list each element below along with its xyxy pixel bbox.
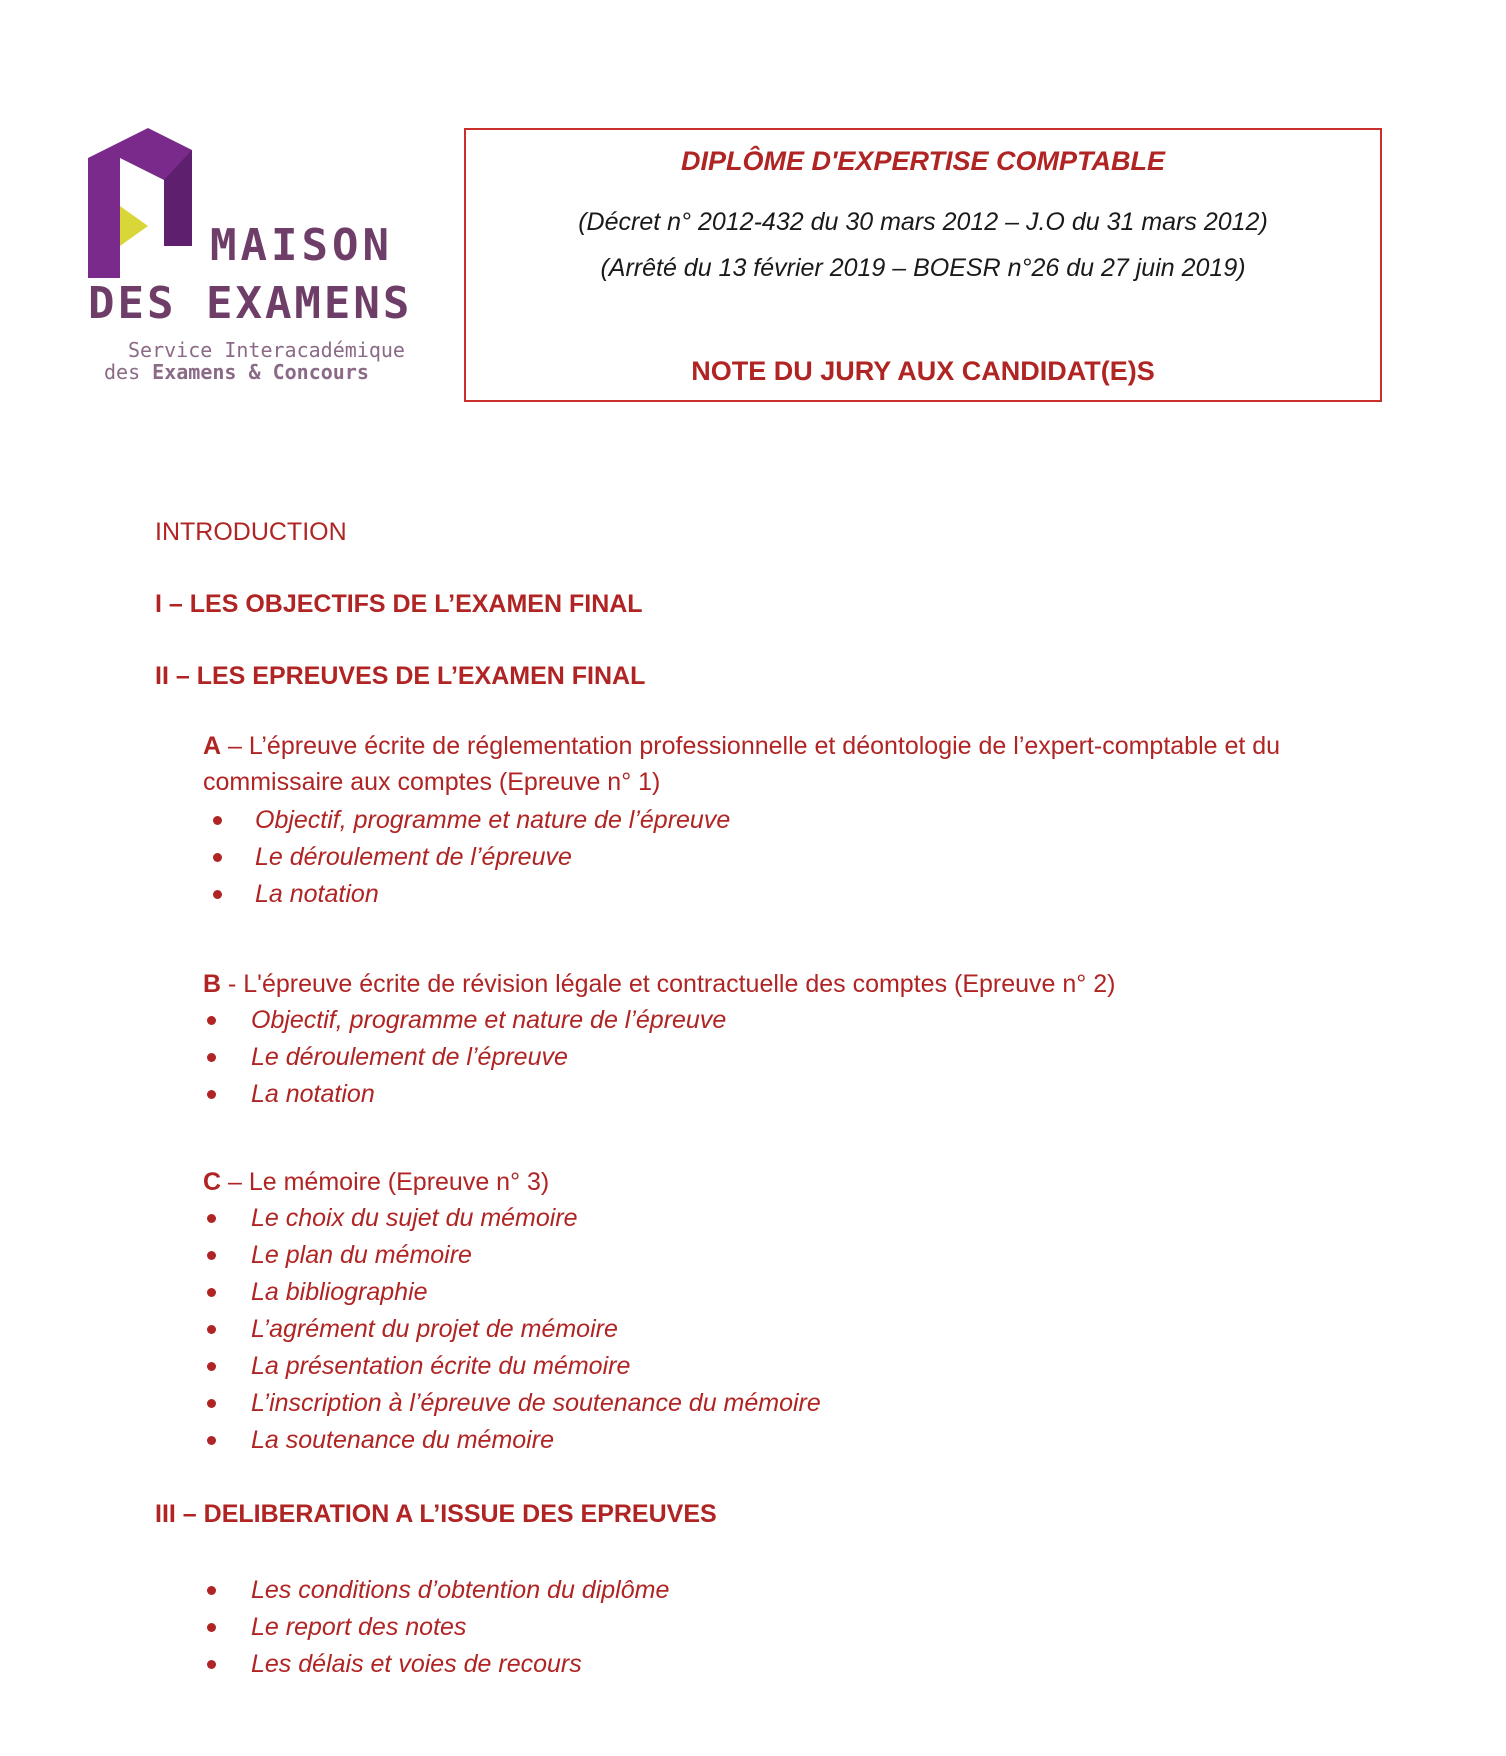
bullet-icon	[207, 1399, 216, 1408]
bullet-icon	[213, 816, 222, 825]
bullet-icon	[207, 1362, 216, 1371]
decret-reference: (Décret n° 2012-432 du 30 mars 2012 – J.O du 31 mars 2012)	[578, 208, 1268, 236]
bullet-icon	[207, 1251, 216, 1260]
toc-introduction: INTRODUCTION	[155, 518, 347, 546]
note-title: NOTE DU JURY AUX CANDIDAT(E)S	[691, 356, 1155, 386]
toc-subsection-a: A – L’épreuve écrite de réglementation professionnelle et déontologie de l’expert-comptable et du commissaire aux comptes (Epreuve n° 1)	[203, 732, 1281, 796]
logo-line-concours: des Examens & Concours	[104, 360, 369, 384]
bullet-icon	[207, 1586, 216, 1595]
toc-subsection-b: B - L'épreuve écrite de révision légale et contractuelle des comptes (Epreuve n° 2)	[203, 970, 1116, 998]
bullet-icon	[207, 1090, 216, 1099]
bullet-icon	[207, 1214, 216, 1223]
toc-section-3: III – DELIBERATION A L’ISSUE DES EPREUVES	[155, 1500, 717, 1528]
bullet-icon	[207, 1325, 216, 1334]
bullet-icon	[207, 1623, 216, 1632]
bullet-icon	[213, 853, 222, 862]
logo-line-maison: MAISON	[210, 220, 393, 271]
toc-subsection-c: C – Le mémoire (Epreuve n° 3)	[203, 1168, 550, 1196]
diploma-title: DIPLÔME D'EXPERTISE COMPTABLE	[681, 146, 1165, 176]
toc-section-1: I – LES OBJECTIFS DE L’EXAMEN FINAL	[155, 590, 643, 618]
logo-line-service: Service Interacadémique	[128, 338, 405, 362]
toc-section-2: II – LES EPREUVES DE L’EXAMEN FINAL	[155, 662, 646, 690]
bullet-icon	[207, 1053, 216, 1062]
arrete-reference: (Arrêté du 13 février 2019 – BOESR n°26 du 27 juin 2019)	[600, 254, 1246, 282]
bullet-icon	[207, 1660, 216, 1669]
bullet-icon	[207, 1016, 216, 1025]
bullet-icon	[207, 1288, 216, 1297]
bullet-icon	[213, 890, 222, 899]
logo-line-des-examens: DES EXAMENS	[88, 278, 413, 329]
logo	[88, 128, 428, 388]
bullet-icon	[207, 1436, 216, 1445]
title-box	[464, 128, 1382, 402]
